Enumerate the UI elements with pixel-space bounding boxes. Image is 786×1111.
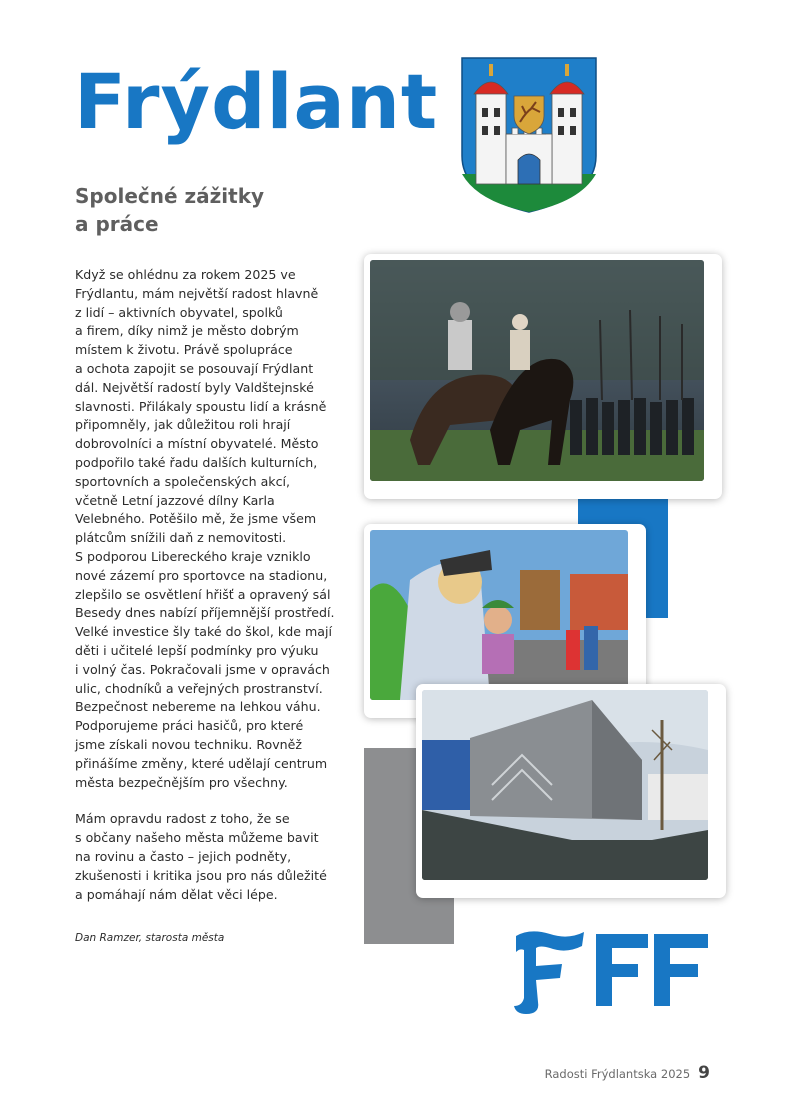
- coat-of-arms-logo: [460, 56, 598, 214]
- article-body: [75, 266, 361, 904]
- ff-logo: [510, 926, 710, 1018]
- page-subtitle: Společné zážitky a práce: [75, 184, 265, 236]
- article-paragraph: Mám opravdu radost z toho, že se s občany našeho města můžeme bavit na rovinu a často – jejich podněty, zkušenosti i kritika jsou pro nás důležité a pomáhají nám dělat věci lépe.: [75, 811, 327, 902]
- page-title: Frýdlant: [74, 57, 439, 146]
- page-number: 9: [698, 1063, 710, 1083]
- knights-on-horseback-photo: [364, 254, 722, 499]
- article-paragraph: Když se ohlédnu za rokem 2025 ve Frýdlantu, mám největší radost hlavně z lidí – aktivních obyvatel, spolků a firem, díky nimž je město dobrým místem k životu. Právě spolupráce a ochota zapojit se posouvají Frýdlant dál. Největší radostí byly Valdštejnské slavnosti. Přilákaly spoustu lidí a krásně připomněly, jak důležitou roli hrají dobrovolníci a místní obyvatelé. Město podpořilo také řadu dalších kulturních, sportovních a společenských akcí, včetně Letní jazzové dílny Karla Velebného. Potěšilo mě, že jsme všem plátcům snížili daň z nemovitosti. S podporou Libereckého kraje vzniklo nové zázemí pro sportovce na stadionu, zlepšilo se osvětlení hřišť a opravený sál Besedy dnes nabízí příjemnější prostředí. Velké investice šly také do škol, kde mají děti i učitelé lepší podmínky pro výuku i volný čas. Pokračovali jsme v opravách ulic, chodníků a veřejných prostranství. Bezpečnost nebereme na lehkou váhu. Podporujeme práci hasičů, pro které jsme získali novou techniku. Rovněž přinášíme změny, které udělají centrum města bezpečnějším pro všechny.: [75, 267, 335, 790]
- publication-title: Radosti Frýdlantska 2025: [544, 1067, 691, 1081]
- new-sports-building-photo: [416, 684, 726, 898]
- page-footer: [545, 1063, 710, 1083]
- author-signature: Dan Ramzer, starosta města: [75, 932, 225, 944]
